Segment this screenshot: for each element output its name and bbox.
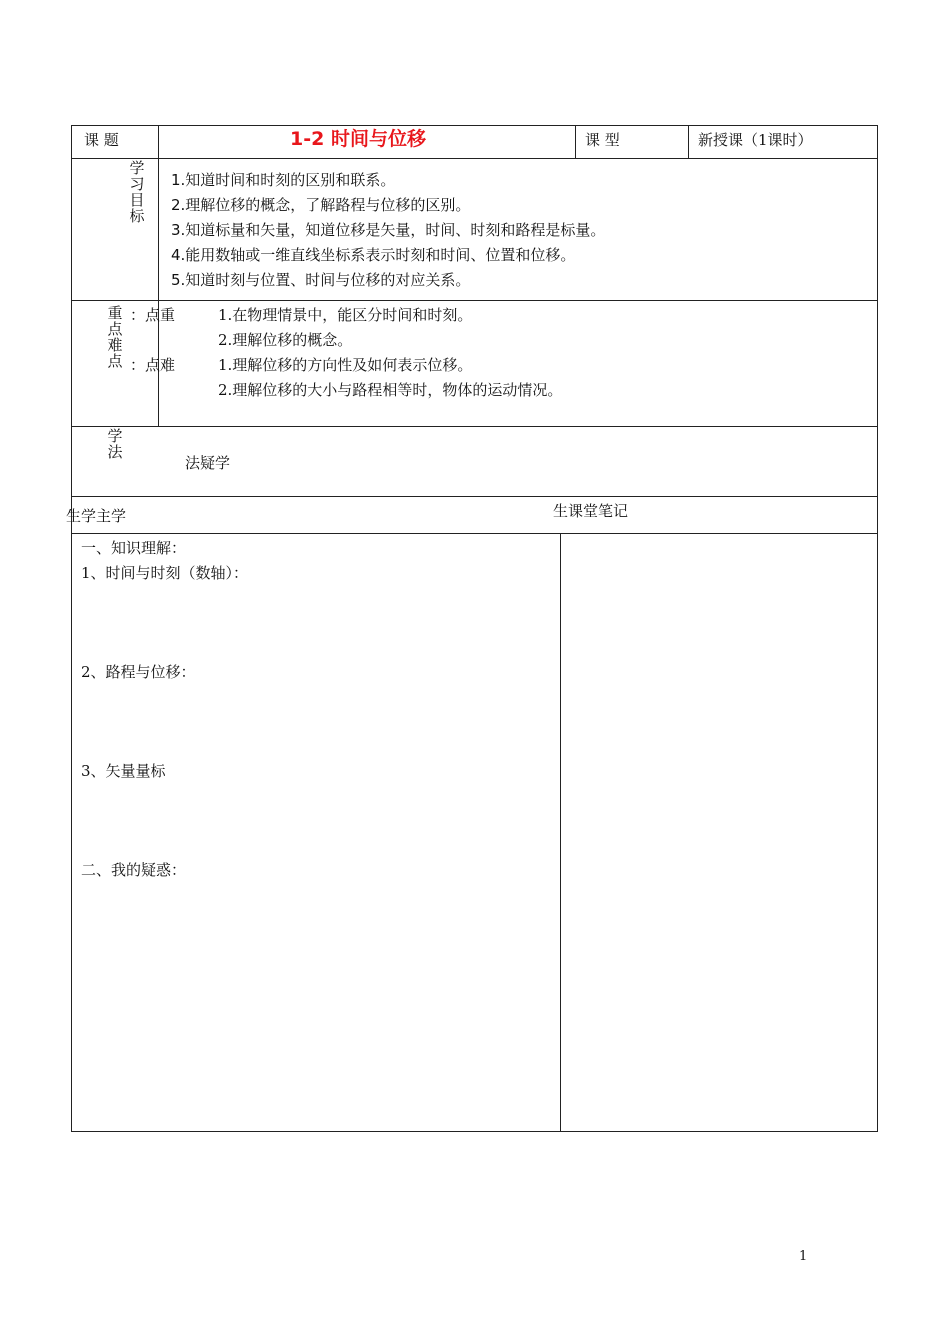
objectives-label: [128, 160, 146, 224]
key-point-item: 2.理解位移的概念。: [218, 331, 353, 349]
header-type-divider: [575, 125, 576, 158]
page-title: 1-2 时间与位移: [290, 128, 426, 150]
difficult-point-label: ：点难: [130, 356, 176, 374]
row-divider-sections: [71, 533, 878, 534]
key-point-item: 1.在物理情景中，能区分时间和时刻。: [218, 306, 473, 324]
label-char: 目: [129, 191, 145, 209]
knowledge-item-vector: 3、矢量量标: [81, 762, 166, 780]
objective-item: 3.知道标量和矢量，知道位移是矢量，时间、时刻和路程是标量。: [171, 221, 606, 239]
objective-item: 1.知道时间和时刻的区别和联系。: [171, 171, 396, 189]
objective-item: 4.能用数轴或一维直线坐标系表示时刻和时间、位置和位移。: [171, 246, 576, 264]
lesson-type-value: 新授课（1课时）: [698, 131, 813, 149]
label-lesson-type: 课 型: [585, 131, 620, 149]
label-char: 点: [107, 320, 123, 338]
label-char: 学: [129, 159, 145, 177]
label-char: 学: [107, 427, 123, 445]
knowledge-heading: 一、知识理解：: [81, 539, 187, 557]
table-top-border: [71, 125, 878, 126]
label-char: 点: [107, 352, 123, 370]
method-label: [106, 428, 124, 460]
table-right-border: [877, 125, 878, 1131]
page-number: 1: [799, 1249, 808, 1264]
class-notes-label: 生课堂笔记: [553, 502, 629, 520]
label-topic: 课 题: [84, 131, 119, 149]
row-divider-objectives: [71, 300, 878, 301]
table-bottom-border: [71, 1131, 878, 1132]
method-value: 法疑学: [185, 454, 231, 472]
knowledge-item-time: 1、时间与时刻（数轴）：: [81, 564, 249, 582]
label-char: 习: [129, 175, 145, 193]
objective-item: 5.知道时刻与位置、时间与位移的对应关系。: [171, 271, 471, 289]
header-type-value-divider: [688, 125, 689, 158]
row-divider-keypoints: [71, 426, 878, 427]
table-left-border: [71, 125, 72, 1131]
row-divider-header: [71, 158, 878, 159]
doubts-heading: 二、我的疑惑：: [81, 861, 187, 879]
key-point-label: ：点重: [130, 306, 176, 324]
difficult-point-item: 2.理解位移的大小与路程相等时，物体的运动情况。: [218, 381, 563, 399]
row-divider-method: [71, 496, 878, 497]
label-column-divider: [158, 125, 159, 426]
label-char: 法: [107, 443, 123, 461]
notes-column-divider: [560, 533, 561, 1131]
self-study-label: 生学主学: [66, 507, 127, 525]
label-char: 标: [129, 207, 145, 225]
label-char: 难: [107, 336, 123, 354]
label-char: 重: [107, 304, 123, 322]
objective-item: 2.理解位移的概念，了解路程与位移的区别。: [171, 196, 471, 214]
keypoints-label: [106, 305, 124, 369]
difficult-point-item: 1.理解位移的方向性及如何表示位移。: [218, 356, 473, 374]
knowledge-item-displacement: 2、路程与位移：: [81, 663, 196, 681]
